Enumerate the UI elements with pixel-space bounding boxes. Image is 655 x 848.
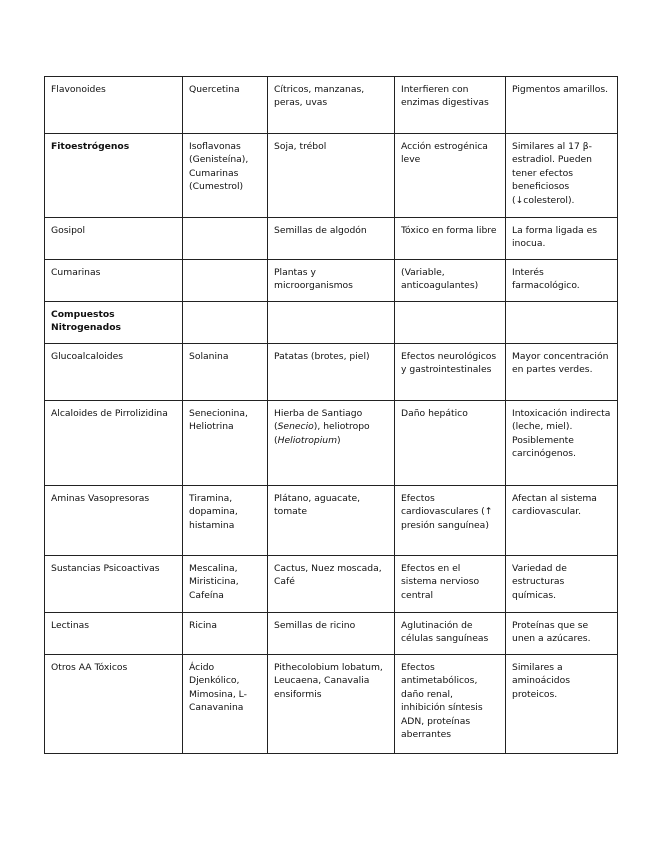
cell-notes: Afectan al sistema cardiovascular. xyxy=(506,486,618,556)
cell-compound xyxy=(183,302,268,344)
cell-source: Pithecolobium lobatum, Leucaena, Canavalia ensiformis xyxy=(268,655,395,754)
cell-category: Gosipol xyxy=(45,218,183,260)
table-row xyxy=(45,655,618,754)
cell-compound xyxy=(183,260,268,302)
cell-compound: Tiramina, dopamina, histamina xyxy=(183,486,268,556)
cell-category: Glucoalcaloides xyxy=(45,344,183,401)
cell-effect: Interfieren con enzimas digestivas xyxy=(395,77,506,134)
table-row xyxy=(45,344,618,401)
cell-compound: Senecionina, Heliotrina xyxy=(183,401,268,486)
cell-compound: Quercetina xyxy=(183,77,268,134)
cell-source-text: ) xyxy=(337,434,341,446)
cell-compound: Solanina xyxy=(183,344,268,401)
toxic-compounds-table xyxy=(44,76,618,754)
cell-notes: Mayor concentración en partes verdes. xyxy=(506,344,618,401)
cell-source: Plantas y microorganismos xyxy=(268,260,395,302)
table-row xyxy=(45,486,618,556)
cell-notes: Proteínas que se unen a azúcares. xyxy=(506,613,618,655)
cell-category: Cumarinas xyxy=(45,260,183,302)
cell-category: Lectinas xyxy=(45,613,183,655)
cell-category: Fitoestrógenos xyxy=(45,134,183,218)
cell-source-italic: Senecio xyxy=(277,421,314,433)
cell-effect: Tóxico en forma libre xyxy=(395,218,506,260)
cell-category: Compuestos Nitrogenados xyxy=(45,302,183,344)
cell-effect: Efectos cardiovasculares (↑ presión sanguínea) xyxy=(395,486,506,556)
cell-compound: Ricina xyxy=(183,613,268,655)
cell-source: Semillas de ricino xyxy=(268,613,395,655)
table-row xyxy=(45,218,618,260)
table-row xyxy=(45,77,618,134)
cell-source xyxy=(268,401,395,486)
table-row xyxy=(45,302,618,344)
cell-notes: Intoxicación indirecta (leche, miel). Posiblemente carcinógenos. xyxy=(506,401,618,486)
cell-effect: Efectos neurológicos y gastrointestinales xyxy=(395,344,506,401)
cell-source: Cactus, Nuez moscada, Café xyxy=(268,556,395,613)
cell-source: Patatas (brotes, piel) xyxy=(268,344,395,401)
cell-effect xyxy=(395,302,506,344)
cell-compound: Isoflavonas (Genisteína), Cumarinas (Cumestrol) xyxy=(183,134,268,218)
table-row xyxy=(45,401,618,486)
cell-category: Flavonoides xyxy=(45,77,183,134)
cell-effect: Acción estrogénica leve xyxy=(395,134,506,218)
table-row xyxy=(45,134,618,218)
cell-category: Sustancias Psicoactivas xyxy=(45,556,183,613)
cell-notes: Pigmentos amarillos. xyxy=(506,77,618,134)
cell-source: Plátano, aguacate, tomate xyxy=(268,486,395,556)
cell-effect: Efectos en el sistema nervioso central xyxy=(395,556,506,613)
cell-notes: Similares a aminoácidos proteicos. xyxy=(506,655,618,754)
cell-source-text: ), heliotropo ( xyxy=(274,421,370,446)
cell-notes xyxy=(506,302,618,344)
cell-source-italic: Heliotropium xyxy=(277,434,338,446)
cell-effect: (Variable, anticoagulantes) xyxy=(395,260,506,302)
cell-category: Alcaloides de Pirrolizidina xyxy=(45,401,183,486)
cell-source: Cítricos, manzanas, peras, uvas xyxy=(268,77,395,134)
cell-effect: Daño hepático xyxy=(395,401,506,486)
cell-source: Soja, trébol xyxy=(268,134,395,218)
cell-category: Otros AA Tóxicos xyxy=(45,655,183,754)
cell-source xyxy=(268,302,395,344)
cell-effect: Aglutinación de células sanguíneas xyxy=(395,613,506,655)
cell-category: Aminas Vasopresoras xyxy=(45,486,183,556)
cell-notes: Variedad de estructuras químicas. xyxy=(506,556,618,613)
table-row xyxy=(45,260,618,302)
cell-notes: La forma ligada es inocua. xyxy=(506,218,618,260)
cell-compound: Ácido Djenkólico, Mimosina, L-Canavanina xyxy=(183,655,268,754)
cell-effect: Efectos antimetabólicos, daño renal, inhibición síntesis ADN, proteínas aberrantes xyxy=(395,655,506,754)
cell-notes: Interés farmacológico. xyxy=(506,260,618,302)
cell-compound xyxy=(183,218,268,260)
cell-compound: Mescalina, Miristicina, Cafeína xyxy=(183,556,268,613)
table-row xyxy=(45,613,618,655)
cell-source: Semillas de algodón xyxy=(268,218,395,260)
table-row xyxy=(45,556,618,613)
cell-source-text: Hierba de Santiago ( xyxy=(274,408,363,433)
cell-notes: Similares al 17 β-estradiol. Pueden tener efectos beneficiosos (↓colesterol). xyxy=(506,134,618,218)
